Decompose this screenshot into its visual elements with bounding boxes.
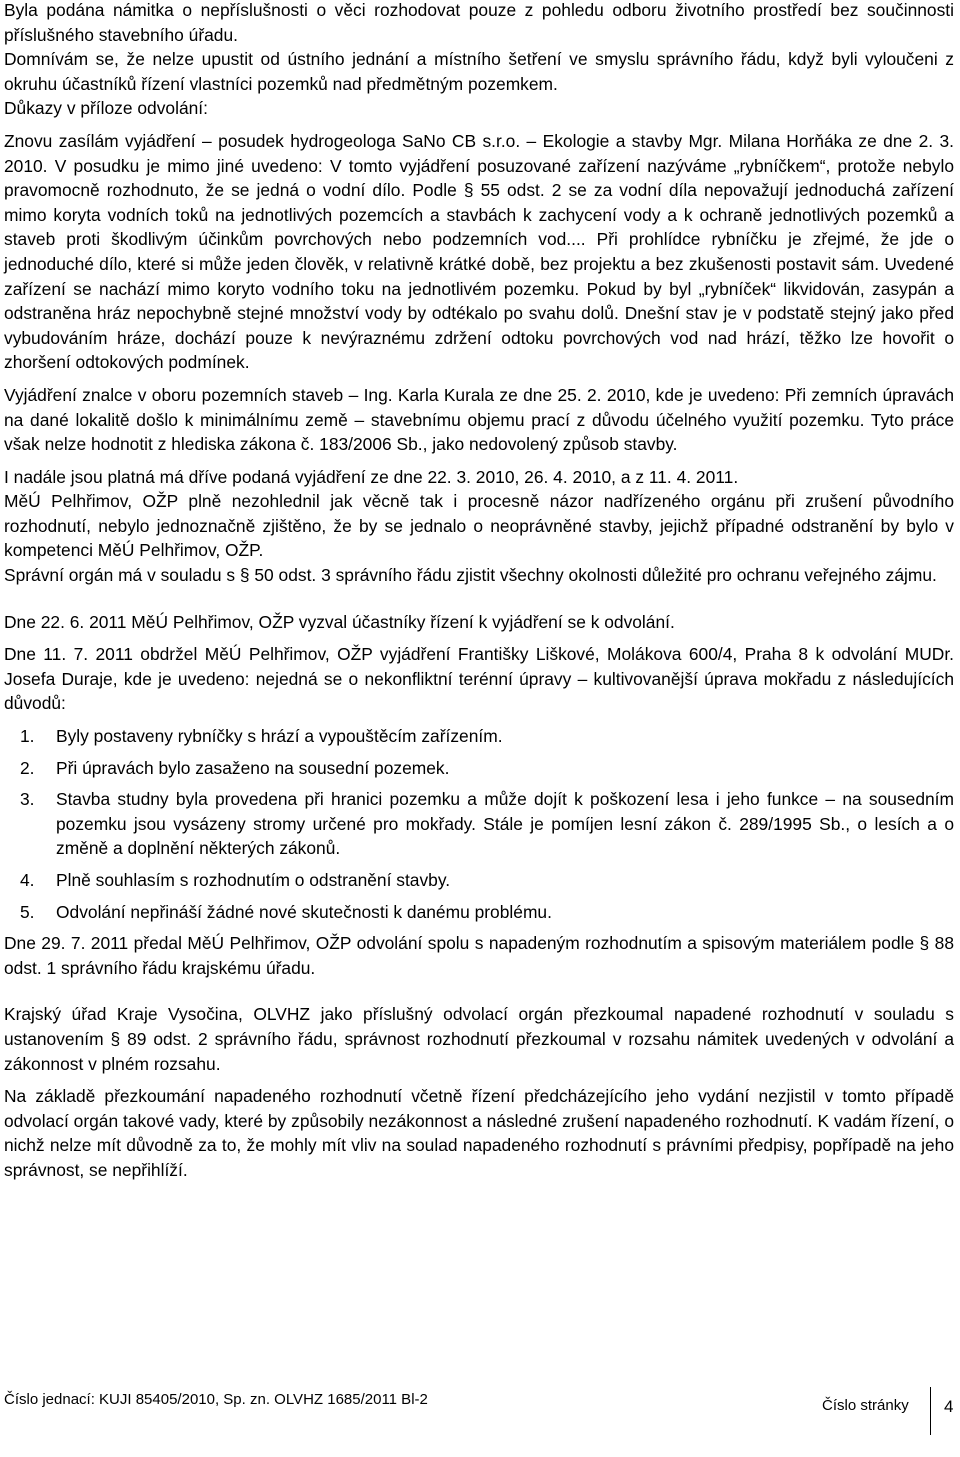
paragraph-hydrogeologist-report: Znovu zasílám vyjádření – posudek hydrogeologa SaNo CB s.r.o. – Ekologie a stavby Mgr. Milana Horňáka ze dne 2. 3. 2010. V posudku je mimo jiné uvedeno: V tomto vyjádření posuzované zařízení nazýváme „rybníčkem“, protože nebylo pravomocně rozhodnuto, že se jedná o vodní dílo. Podle § 55 odst. 2 se za vodní díla nepovažují jednoduchá zařízení mimo koryta vodních toků na jednotlivých pozemcích a stavbách k zachycení vody a k ochraně jednotlivých pozemků a staveb proti škodlivým účinkům povrchových nebo podzemních vod.... Při prohlídce rybníčku je zřejmé, že jde o jednoduché dílo, které si může jeden člověk, v relativně krátké době, bez projektu a bez zkušenosti postavit sám. Uvedené zařízení se nachází mimo koryto vodního toku na jednotlivém pozemku. Pokud by byl „rybníček“ likvidován, zasypán a odstraněna hráz nepochybně stejné množství vody by odtékalo po svahu dolů. Dnešní stav je v podstatě stejný jako před vybudováním hráze, dochází pouze k nevýraznému zdržení odtoku povrchových vod nad hrází, těžko lze hovořit o zhoršení odtokových podmínek.: [4, 130, 954, 373]
list-item-number: 5.: [20, 901, 35, 922]
document-body: [4, 0, 954, 1183]
paragraph-hearing: Domnívám se, že nelze upustit od ústního jednání a místního šetření ve smyslu správního řádu, když byli vyloučeni z okruhu účastníků řízení vlastníci pozemků nad předmětným pozemkem.: [4, 49, 954, 94]
list-item-text: Plně souhlasím s rozhodnutím o odstranění stavby.: [56, 870, 451, 890]
list-item: [4, 787, 954, 861]
list-item-number: 3.: [20, 789, 35, 810]
page-footer: [0, 1387, 960, 1457]
footer-divider: [930, 1387, 931, 1435]
list-item: [4, 724, 954, 749]
paragraph-previous-statements: I nadále jsou platná má dříve podaná vyjádření ze dne 22. 3. 2010, 26. 4. 2010, a z 11. 4. 2011.: [4, 466, 739, 487]
list-item: [4, 900, 954, 925]
paragraph-public-interest: Správní orgán má v souladu s § 50 odst. 3 správního řádu zjistit všechny okolnosti důležité pro ochranu veřejného zájmu.: [4, 565, 937, 586]
paragraph-event-statement: Dne 11. 7. 2011 obdržel MěÚ Pelhřimov, OŽP vyjádření Františky Liškové, Molákova 600/4, Praha 8 k odvolání MUDr. Josefa Duraje, kde je uvedeno: nejedná se o nekonfliktní terénní úpravy – kultivovanější úprava mokřadu z následujících důvodů:: [4, 644, 954, 714]
list-item-number: 1.: [20, 726, 35, 747]
list-item-text: Odvolání nepřináší žádné nové skutečnosti k danému problému.: [56, 901, 552, 922]
list-item-text: Byly postaveny rybníčky s hrází a vypouštěcím zařízením.: [56, 726, 503, 747]
list-item-number: 2.: [20, 757, 35, 778]
paragraph-expert-statement: Vyjádření znalce v oboru pozemních staveb – Ing. Karla Kurala ze dne 25. 2. 2010, kde je uvedeno: Při zemních úpravách na dané lokalitě došlo k minimálnímu země – stavebnímu objemu prací z důvodu účelného využití pozemku. Tyto práce však nelze hodnotit z hlediska zákona č. 183/2006 Sb., jako nedovolený způsob stavby.: [4, 384, 954, 455]
footer-page-number: 4: [944, 1397, 954, 1416]
list-item-number: 4.: [20, 870, 35, 890]
footer-page-label: Číslo stránky: [822, 1397, 909, 1414]
list-item-text: Stavba studny byla provedena při hranici pozemku a může dojít k poškození lesa i jeho funkce – na sousedním pozemku jsou vysázeny stromy určené pro mokřady. Stále je pomíjen lesní zákon č. 289/1995 Sb., o lesích a o změně a doplnění některých zákonů.: [56, 789, 954, 859]
paragraph-review: Krajský úřad Kraje Vysočina, OLVHZ jako příslušný odvolací orgán přezkoumal napadené rozhodnutí v souladu s ustanovením § 89 odst. 2 správního řádu, správnost rozhodnutí přezkoumal v rozsahu námitek uvedených v odvolání a zákonnost v plném rozsahu.: [4, 1004, 954, 1074]
list-item: [4, 756, 954, 781]
reasons-list: [4, 724, 954, 924]
footer-reference: Číslo jednací: KUJI 85405/2010, Sp. zn. OLVHZ 1685/2011 Bl-2: [4, 1391, 428, 1408]
paragraph-authority-failure: MěÚ Pelhřimov, OŽP plně nezohlednil jak věcně tak i procesně názor nadřízeného orgánu při zrušení původního rozhodnutí, nebylo jednoznačně zjištěno, že by se jednalo o neoprávněné stavby, jejichž případné odstranění by bylo v kompetenci MěÚ Pelhřimov, OŽP.: [4, 491, 954, 561]
paragraph-objection: Byla podána námitka o nepříslušnosti o věci rozhodovat pouze z pohledu odboru životního prostředí bez součinnosti příslušného stavebního úřadu.: [4, 0, 954, 45]
paragraph-event-invitation: Dne 22. 6. 2011 MěÚ Pelhřimov, OŽP vyzval účastníky řízení k vyjádření se k odvolání.: [4, 611, 675, 632]
list-item: [4, 868, 954, 893]
paragraph-forwarded: Dne 29. 7. 2011 předal MěÚ Pelhřimov, OŽP odvolání spolu s napadeným rozhodnutím a spisovým materiálem podle § 88 odst. 1 správního řádu krajskému úřadu.: [4, 933, 954, 978]
paragraph-evidence-heading: Důkazy v příloze odvolání:: [4, 98, 208, 119]
list-item-text: Při úpravách bylo zasaženo na sousední pozemek.: [56, 757, 450, 778]
paragraph-conclusion: Na základě přezkoumání napadeného rozhodnutí včetně řízení předcházejícího jeho vydání nezjistil v tomto případě odvolací orgán takové vady, které by způsobily nezákonnost a následné zrušení napadeného rozhodnutí. K vadám řízení, o nichž nelze mít důvodně za to, že mohly mít vliv na soulad napadeného rozhodnutí s právními předpisy, popřípadě na jeho správnost, se nepřihlíží.: [4, 1086, 954, 1180]
